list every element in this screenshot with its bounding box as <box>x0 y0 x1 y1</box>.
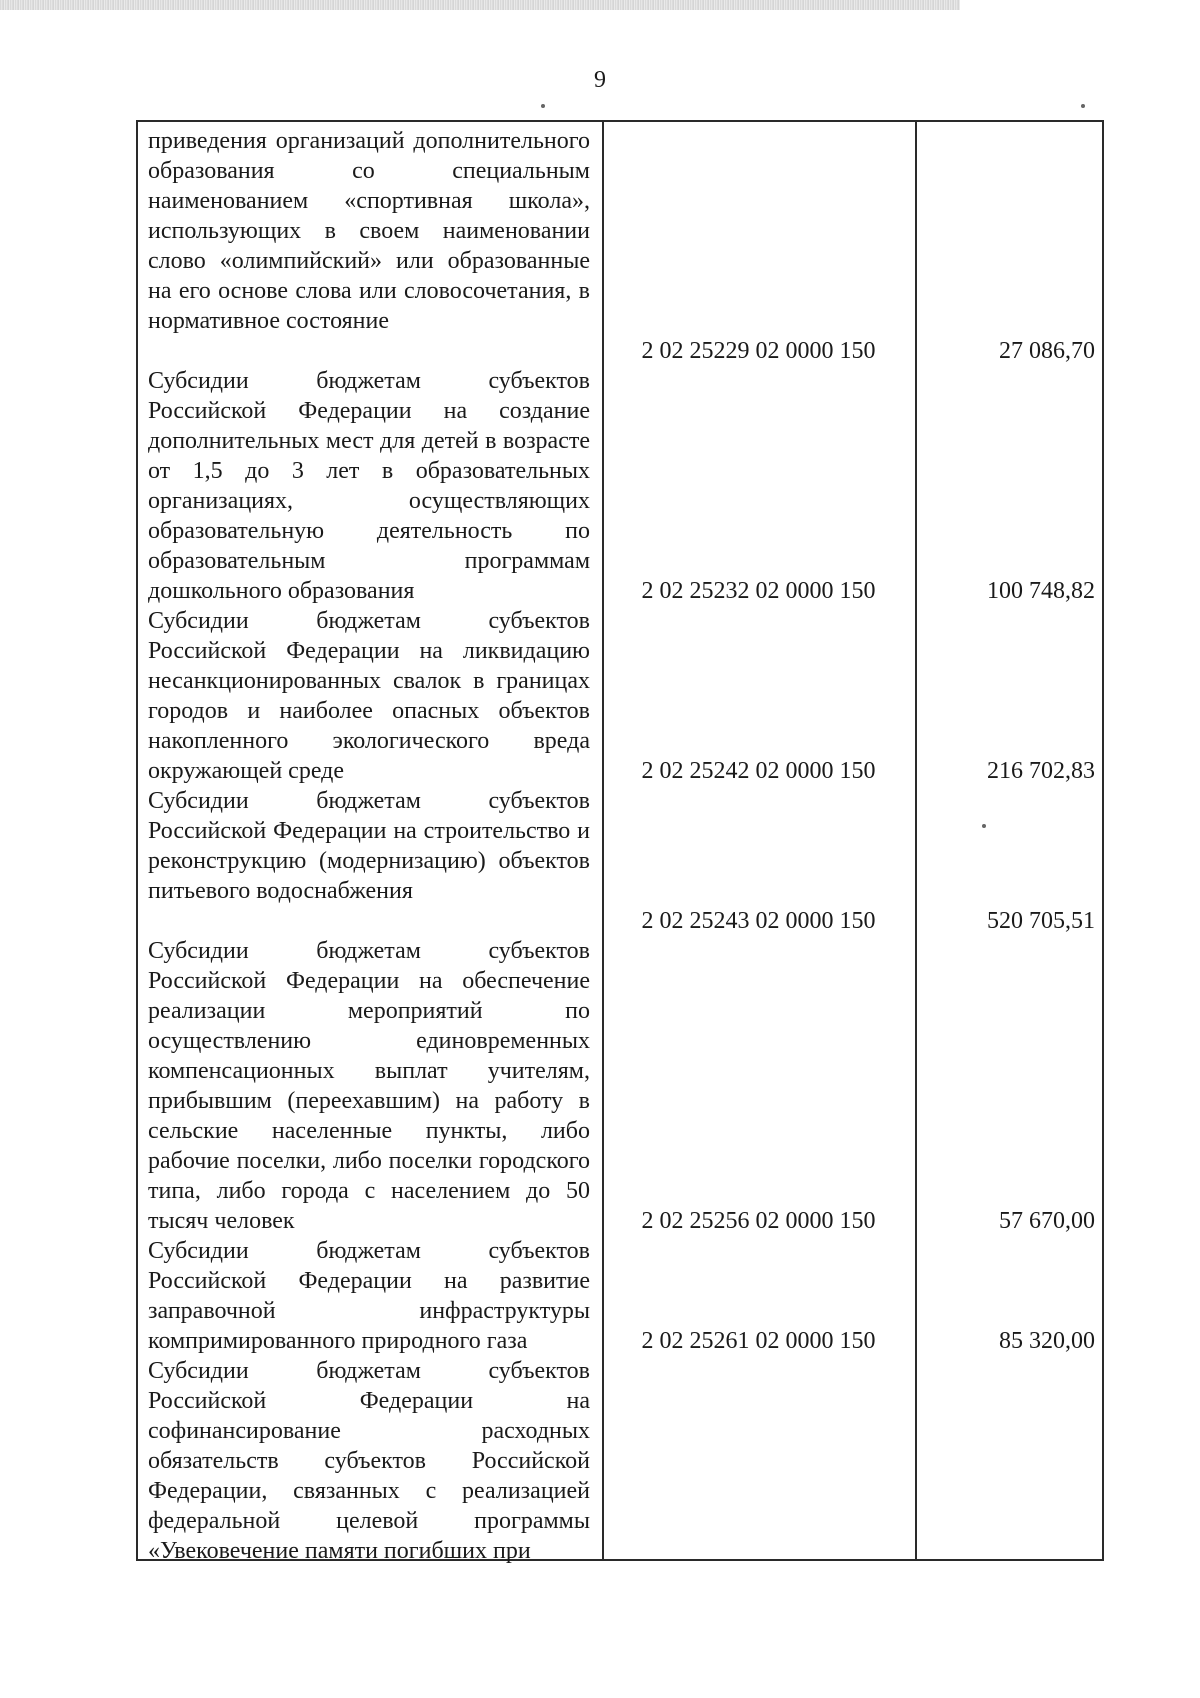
row-description: Субсидии бюджетам субъектов Российской Федерации на ликвидацию несанкционированных свалок в границах городов и наиболее опасных объектов накопленного экологического вреда окружающей среде <box>148 608 590 784</box>
scan-speck <box>982 824 986 828</box>
row-description: приведения организаций дополнительного образования со специальным наименованием «спортивная школа», использующих в своем наименовании слово «олимпийский» или образованные на его основе слова или словосочетания, в нормативное состояние <box>148 128 590 334</box>
row-amount: 27 086,70 <box>999 338 1095 364</box>
row-code: 2 02 25232 02 0000 150 <box>641 578 876 604</box>
row-description: Субсидии бюджетам субъектов Российской Федерации на создание дополнительных мест для детей в возрасте от 1,5 до 3 лет в образовательных организациях, осуществляющих образовательную деятельность по образовательным программам дошкольного образования <box>148 368 590 604</box>
row-description: Субсидии бюджетам субъектов Российской Федерации на развитие заправочной инфраструктуры компримированного природного газа <box>148 1238 590 1354</box>
row-code: 2 02 25229 02 0000 150 <box>641 338 876 364</box>
row-amount: 520 705,51 <box>987 908 1095 934</box>
scan-speck <box>541 104 545 108</box>
row-amount: 100 748,82 <box>987 578 1095 604</box>
page-number: 9 <box>594 67 606 93</box>
row-code: 2 02 25261 02 0000 150 <box>641 1328 876 1354</box>
row-description: Субсидии бюджетам субъектов Российской Федерации на строительство и реконструкцию (модернизацию) объектов питьевого водоснабжения <box>148 788 590 904</box>
row-amount: 85 320,00 <box>999 1328 1095 1354</box>
row-amount: 216 702,83 <box>987 758 1095 784</box>
row-description: Субсидии бюджетам субъектов Российской Федерации на софинансирование расходных обязательств субъектов Российской Федерации, связанных с реализацией федеральной целевой программы «Увековечение памяти погибших при <box>148 1358 590 1564</box>
budget-table <box>136 120 1104 1564</box>
row-description: Субсидии бюджетам субъектов Российской Федерации на обеспечение реализации мероприятий по осуществлению единовременных компенсационных выплат учителям, прибывшим (переехавшим) на работу в сельские населенные пункты, либо рабочие поселки, либо поселки городского типа, либо города с населением до 50 тысяч человек <box>148 938 590 1234</box>
scan-noise-strip <box>0 0 960 10</box>
row-amount: 57 670,00 <box>999 1208 1095 1234</box>
row-code: 2 02 25256 02 0000 150 <box>641 1208 876 1234</box>
row-code: 2 02 25243 02 0000 150 <box>641 908 876 934</box>
scan-speck <box>1081 104 1085 108</box>
row-code: 2 02 25242 02 0000 150 <box>641 758 876 784</box>
